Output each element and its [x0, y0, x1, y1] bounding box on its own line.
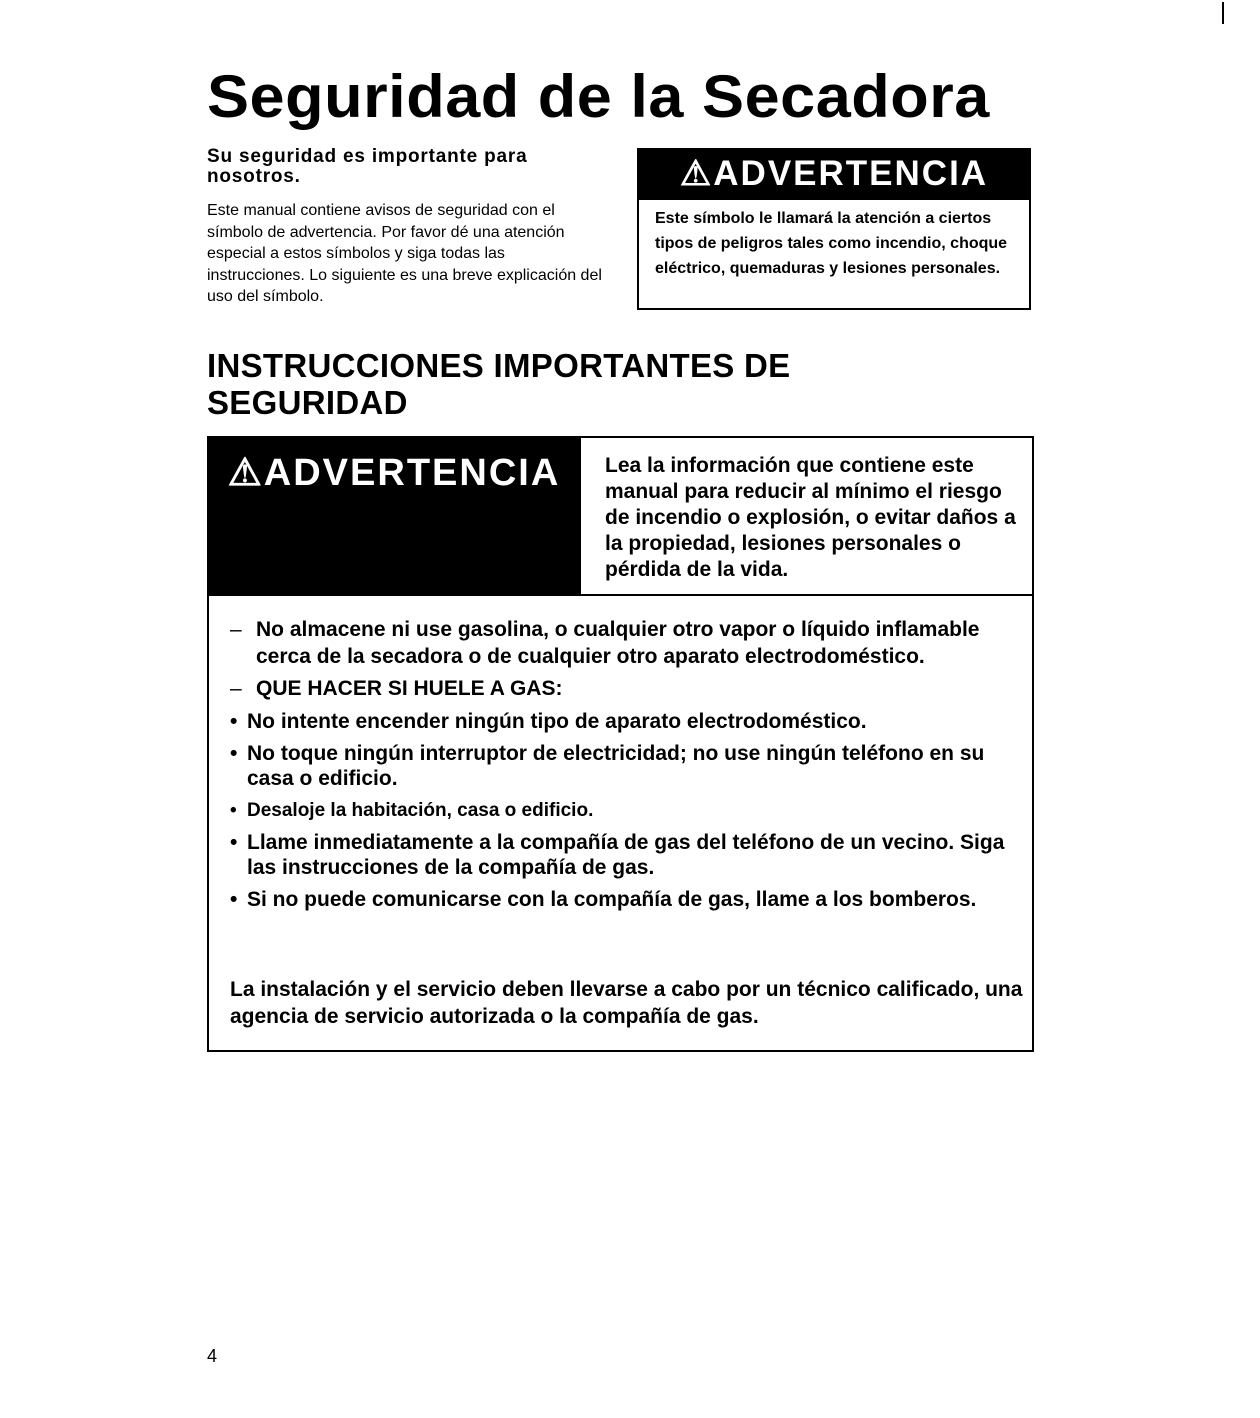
- main-warning-label: ⚠ADVERTENCIA: [227, 452, 561, 494]
- scan-edge-mark: [1222, 2, 1224, 24]
- bullet-item: • Llame inmediatamente a la compañía de gas del teléfono de un vecino. Siga las instrucciones de la compañía de gas.: [230, 830, 1020, 880]
- bullet-item: • No toque ningún interruptor de electricidad; no use ningún teléfono en su casa o edificio.: [230, 741, 1020, 791]
- bullet-item: • Si no puede comunicarse con la compañía de gas, llame a los bomberos.: [230, 887, 1020, 912]
- intro-heading: Su seguridad es importante para nosotros.: [207, 146, 528, 187]
- page-number: 4: [207, 1346, 218, 1366]
- main-warning-divider: [581, 594, 1034, 596]
- section-heading: INSTRUCCIONES IMPORTANTES DE SEGURIDAD: [207, 347, 791, 421]
- bullet-item: • No intente encender ningún tipo de aparato electrodoméstico.: [230, 709, 1020, 734]
- safety-instructions-list: [230, 617, 1020, 919]
- warning-symbol-label: ⚠ADVERTENCIA: [637, 148, 1031, 200]
- main-warning-text: Lea la información que contiene este manual para reducir al mínimo el riesgo de incendio o explosión, o evitar daños a la propiedad, lesiones personales o pérdida de la vida.: [605, 454, 1016, 581]
- dash-item: – QUE HACER SI HUELE A GAS:: [230, 676, 1020, 703]
- main-warning-label-panel: [207, 436, 581, 596]
- page-title: Seguridad de la Secadora: [207, 63, 990, 130]
- closing-note: La instalación y el servicio deben llevarse a cabo por un técnico calificado, una agencia de servicio autorizada o la compañía de gas.: [230, 978, 1023, 1028]
- intro-body: Este manual contiene avisos de seguridad con el símbolo de advertencia. Por favor dé una atención especial a estos símbolos y siga todas las instrucciones. Lo siguiente es una breve explicación del uso del símbolo.: [207, 202, 602, 305]
- bullet-item: • Desaloje la habitación, casa o edificio.: [230, 798, 1020, 823]
- dash-item: – No almacene ni use gasolina, o cualquier otro vapor o líquido inflamable cerca de la secadora o de cualquier otro aparato electrodoméstico.: [230, 617, 1020, 670]
- warning-symbol-text: Este símbolo le llamará la atención a ciertos tipos de peligros tales como incendio, choque eléctrico, quemaduras y lesiones personales.: [655, 210, 1008, 277]
